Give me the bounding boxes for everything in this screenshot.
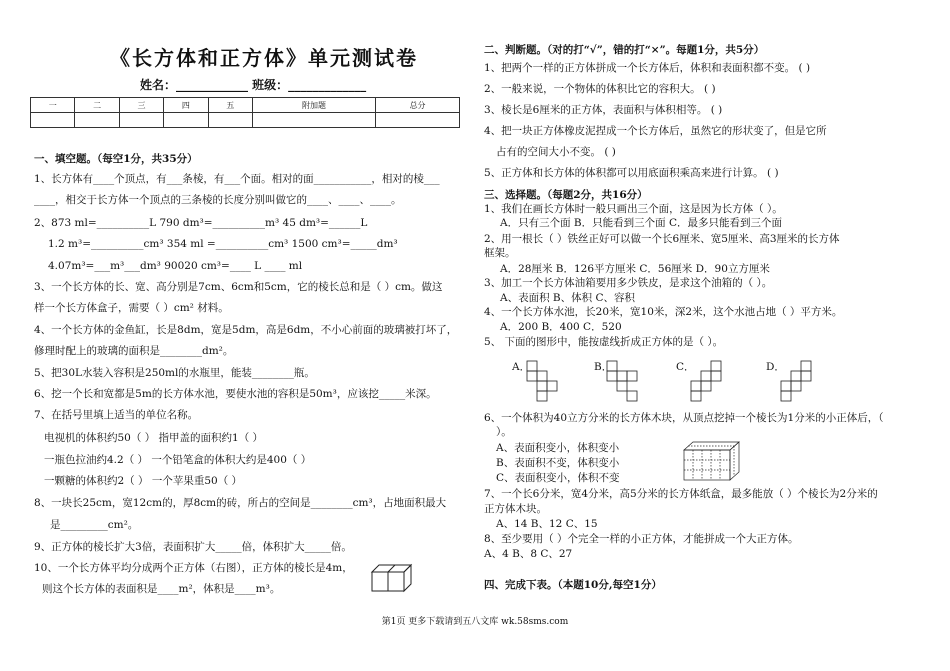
choice-q7-line1: 7、一个长6分米，宽4分米，高5分米的长方体纸盒，最多能放（ ）个棱长为2分米的 [484,488,878,500]
score-header: 总分 [376,98,460,113]
section1-heading: 一、填空题。（每空1分，共35分） [34,153,198,165]
choice-q4-options: A．200 B．400 C．520 [500,321,622,333]
q8-line2: 是_________cm²。 [50,519,139,531]
choice-q6-line1: 6、一个体积为40立方分米的长方体木块，从顶点挖掉一个棱长为1分米的小正体后，（ [484,412,884,424]
fold-figure-b [606,360,640,402]
q10-line2: 则这个长方体的表面积是____m²，体积是____m³。 [42,583,281,595]
q4-line1: 4、一个长方体的金鱼缸，长是8dm，宽是5dm，高是6dm，不小心前面的玻璃被打坏了， [34,324,458,336]
score-table [30,97,460,128]
score-cell[interactable] [376,113,460,128]
q3-line2: 样一个长方体盒子，需要（ ）cm² 材料。 [34,302,229,314]
score-cell[interactable] [119,113,163,128]
choice-q2-line1: 2、用一根长（ ）铁丝正好可以做一个长6厘米、宽5厘米、高3厘米的长方体 [484,233,840,245]
choice-q6-option-b: B、表面积不变，体积变小 [496,457,620,469]
name-class-line: 姓名：____________ 班级：_____________ [140,78,367,92]
cuboid-grid-figure [683,441,741,481]
section3-heading: 三、选择题。（每题2分，共16分） [484,189,648,201]
q9-line: 9、正方体的棱长扩大3倍，表面积扩大_____倍，体积扩大_____倍。 [34,541,352,553]
q10-line1: 10、一个长方体平均分成两个正方体（右图），正方体的棱长是4m， [34,562,353,574]
fold-figure-a [526,360,560,402]
judge-q1: 1、把两个一样的正方体拼成一个长方体后，体积和表面积都不变。 ( ) [484,62,811,74]
choice-q6-option-c: C、表面积变小，体积不变 [496,472,620,484]
choice-q2-line2: 框架。 [484,247,516,259]
page-title: 《长方体和正方体》单元测试卷 [110,46,418,70]
score-cell[interactable] [31,113,75,128]
fold-label-c: C． [676,361,695,373]
choice-q8-options: A、4 B、8 C、27 [484,548,573,560]
choice-q3: 3、加工一个长方体油箱要用多少铁皮，是求这个油箱的（ ）。 [484,277,773,289]
fold-label-a: A． [512,361,531,373]
judge-q3: 3、棱长是6厘米的正方体，表面积与体积相等。 ( ) [484,104,723,116]
choice-q7-options: A、14 B、12 C、15 [496,518,598,530]
section4-heading: 四、完成下表。（本题10分,每空1分） [484,579,662,591]
judge-q4-line2: 占有的空间大小不变。 ( ) [496,146,616,158]
score-header: 四 [164,98,208,113]
choice-q7-line2: 正方体木块。 [484,503,547,515]
choice-q6-line2: ）。 [496,426,512,438]
score-header: 附加题 [252,98,375,113]
q1-line2: ____，相交于长方体一个顶点的三条棱的长度分别叫做它的____、____、____。 [34,194,402,206]
q5-line: 5、把30L水装入容积是250ml的水瓶里，能装________瓶。 [34,367,315,379]
q7-item2: 一瓶色拉油约4.2（ ） 一个铅笔盒的体积大约是400（ ） [44,454,312,466]
q3-line1: 3、一个长方体的长、宽、高分别是7cm、6cm和5cm，它的棱长总和是（ ）cm。做这 [34,281,443,293]
q1-line1: 1、长方体有____个顶点，有___条棱，有___个面。相对的面___________，相对的棱___ [34,173,440,185]
score-cell[interactable] [75,113,119,128]
page-footer: 第1页 更多下载请到五八文库 wk.58sms.com [381,617,569,627]
choice-q2-options: A．28厘米 B．126平方厘米 C．56厘米 D．90立方厘米 [500,263,770,275]
score-header: 二 [75,98,119,113]
choice-q1: 1、我们在画长方体时一般只画出三个面，这是因为长方体（ ）。 [484,203,783,215]
choice-q5: 5、 下面的图形中，能按虚线折成正方体的是（ ）。 [484,336,724,348]
q7-item3: 一颗糖的体积约2（ ） 一个苹果重50（ ） [44,475,243,487]
score-cell[interactable] [164,113,208,128]
fold-figure-c [690,360,724,402]
q4-line2: 修理时配上的玻璃的面积是________dm²。 [34,345,234,357]
score-cell[interactable] [252,113,375,128]
q2-line2: 1.2 m³=__________cm³ 354 ml =__________cm³ 1500 cm³=_____dm³ [48,238,398,250]
choice-q8: 8、至少要用（ ）个完全一样的小正方体，才能拼成一个大正方体。 [484,533,799,545]
score-header: 五 [208,98,252,113]
score-header: 一 [31,98,75,113]
q8-line1: 8、一块长25cm，宽12cm的，厚8cm的砖，所占的空间是________cm³，占地面积最大 [34,497,447,509]
choice-q6-option-a: A、表面积变小，体积变小 [496,442,620,454]
section2-heading: 二、判断题。（对的打“√”，错的打“×”。每题1分，共5分） [484,44,765,56]
choice-q1-options: A．只有三个面 B．只能看到三个面 C．最多只能看到三个面 [500,217,783,229]
fold-label-b: B． [594,361,613,373]
q7-line: 7、在括号里填上适当的单位名称。 [34,409,199,421]
choice-q3-options: A、表面积 B、体积 C、容积 [500,292,636,304]
judge-q2: 2、一般来说，一个物体的体积比它的容积大。 ( ) [484,83,716,95]
q2-line3: 4.07m³=___m³___dm³ 90020 cm³=____ L ____ ml [48,260,303,272]
fold-figure-d [780,360,814,402]
judge-q4-line1: 4、把一块正方体橡皮泥捏成一个长方体后，虽然它的形状变了，但是它所 [484,125,827,137]
judge-q5: 5、正方体和长方体的体积都可以用底面积乘高来进行计算。 ( ) [484,167,779,179]
choice-q4: 4、一个长方体水池，长20米，宽10米，深2米，这个水池占地（ ）平方米。 [484,306,843,318]
score-cell[interactable] [208,113,252,128]
q7-item1: 电视机的体积约50（ ） 指甲盖的面积约1（ ） [44,432,264,444]
two-cubes-figure [370,563,420,593]
q2-line1: 2、873 ml=__________L 790 dm³=__________m³ 45 dm³=______L [34,217,368,229]
q6-line: 6、挖一个长和宽都是5m的长方体水池，要使水池的容积是50m³，应该挖_____米深。 [34,388,437,400]
score-header: 三 [119,98,163,113]
fold-label-d: D． [766,361,785,373]
